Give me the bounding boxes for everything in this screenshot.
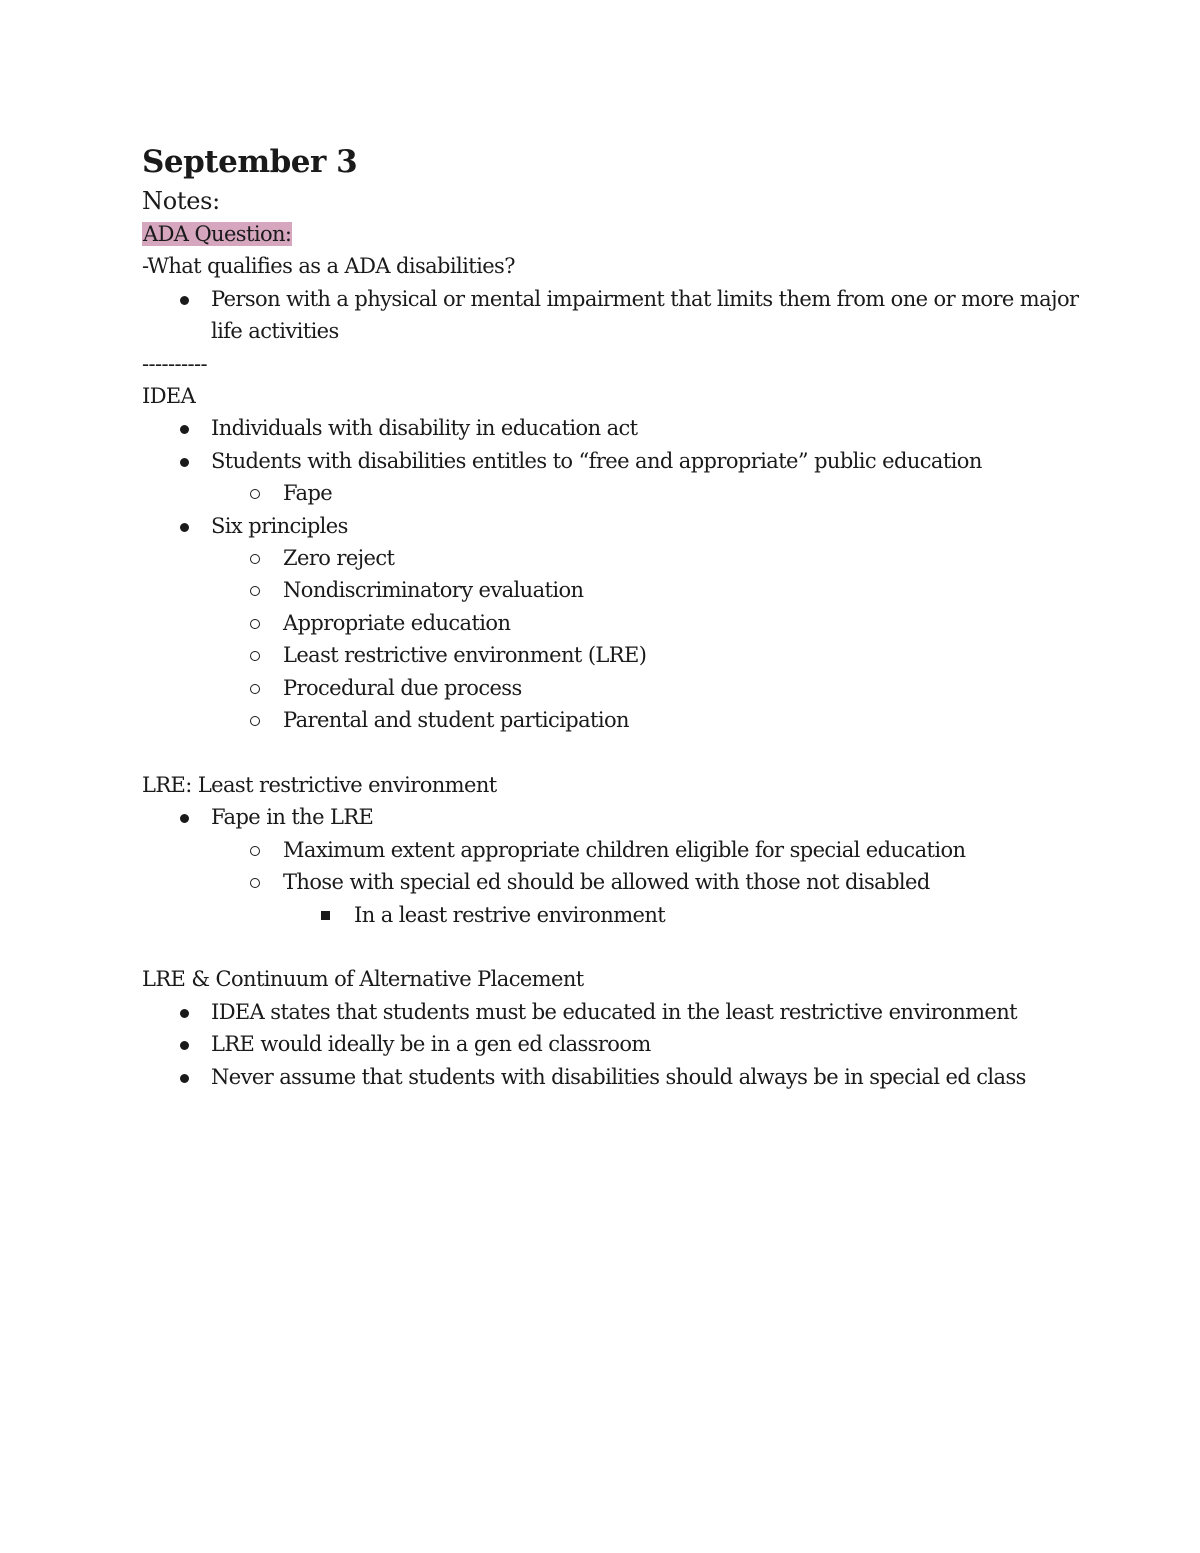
ada-question: -What qualifies as a ADA disabilities?	[142, 254, 515, 279]
list-item	[142, 574, 1102, 606]
continuum-item: IDEA states that students must be educated in the least restrictive environment	[211, 999, 1018, 1024]
bullet-icon	[180, 458, 189, 467]
principle-item: Nondiscriminatory evaluation	[283, 578, 584, 603]
continuum-heading: LRE & Continuum of Alternative Placement	[142, 967, 584, 992]
list-item	[142, 639, 1102, 671]
ada-section-heading	[142, 218, 1102, 250]
bullet-icon	[180, 296, 189, 305]
lre-item: Fape in the LRE	[211, 805, 374, 830]
list-item	[142, 996, 1102, 1028]
blank-line	[142, 737, 1102, 769]
bullet-icon	[180, 1041, 189, 1050]
principle-item: Parental and student participation	[283, 708, 629, 733]
list-item	[142, 899, 1102, 931]
principle-item: Zero reject	[283, 546, 395, 571]
ada-answer: Person with a physical or mental impairment that limits them from one or more major life activities	[211, 286, 1079, 344]
hollow-bullet-icon	[250, 554, 260, 564]
bullet-icon	[180, 814, 189, 823]
lre-sub-sub-item: In a least restrive environment	[354, 902, 666, 927]
separator-line: ----------	[142, 351, 207, 376]
page-title: September 3	[142, 144, 358, 180]
bullet-icon	[180, 1074, 189, 1083]
principle-item: Procedural due process	[283, 675, 522, 700]
lre-heading: LRE: Least restrictive environment	[142, 772, 497, 797]
principle-item: Least restrictive environment (LRE)	[283, 643, 647, 668]
list-item	[142, 834, 1102, 866]
hollow-bullet-icon	[250, 684, 260, 694]
fape-item: Fape	[283, 481, 333, 506]
list-item	[142, 445, 1102, 477]
bullet-icon	[180, 425, 189, 434]
list-item	[142, 542, 1102, 574]
list-item	[142, 283, 1091, 348]
hollow-bullet-icon	[250, 716, 260, 726]
ada-heading-highlight: ADA Question:	[143, 222, 292, 246]
list-item	[142, 801, 1102, 833]
list-item	[142, 672, 1102, 704]
square-bullet-icon	[321, 911, 330, 920]
hollow-bullet-icon	[250, 651, 260, 661]
list-item	[142, 477, 1102, 509]
blank-line	[142, 931, 1102, 963]
hollow-bullet-icon	[250, 586, 260, 596]
list-item	[142, 866, 1102, 898]
document-page	[142, 140, 1102, 1093]
list-item	[142, 1028, 1102, 1060]
idea-heading: IDEA	[142, 384, 196, 409]
list-item	[142, 1061, 1102, 1093]
hollow-bullet-icon	[250, 619, 260, 629]
principle-item: Appropriate education	[283, 610, 511, 635]
notes-heading: Notes:	[142, 187, 220, 215]
idea-item-2: Students with disabilities entitles to “free and appropriate” public education	[211, 448, 982, 473]
list-item	[142, 704, 1102, 736]
continuum-item: LRE would ideally be in a gen ed classroom	[211, 1032, 651, 1057]
six-principles-item: Six principles	[211, 513, 348, 538]
lre-sub-item: Those with special ed should be allowed with those not disabled	[283, 870, 930, 895]
lre-sub-item: Maximum extent appropriate children eligible for special education	[283, 837, 966, 862]
list-item	[142, 607, 1102, 639]
bullet-icon	[180, 1009, 189, 1018]
idea-item-1: Individuals with disability in education act	[211, 416, 638, 441]
hollow-bullet-icon	[250, 846, 260, 856]
bullet-icon	[180, 523, 189, 532]
hollow-bullet-icon	[250, 489, 260, 499]
list-item	[142, 412, 1102, 444]
continuum-item: Never assume that students with disabilities should always be in special ed class	[211, 1064, 1026, 1089]
list-item	[142, 510, 1102, 542]
hollow-bullet-icon	[250, 878, 260, 888]
